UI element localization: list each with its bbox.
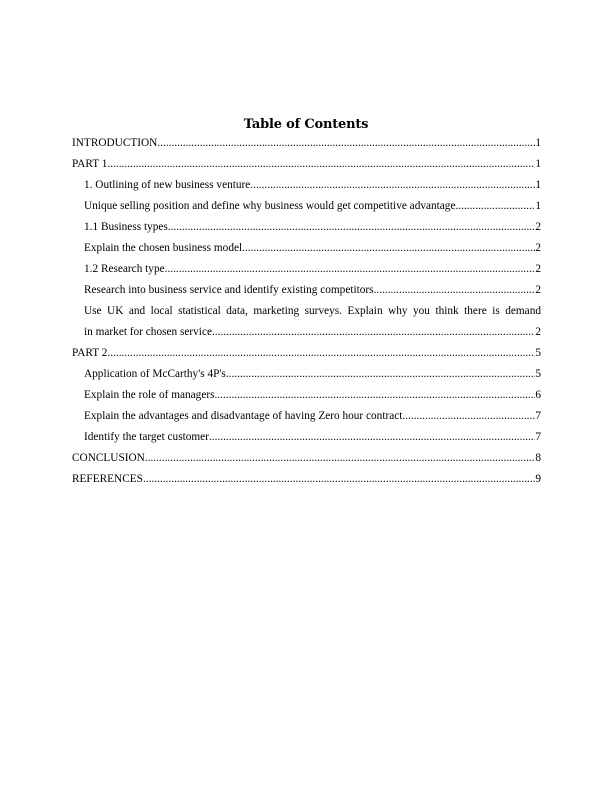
- dot-leader: [168, 217, 536, 238]
- toc-entry-text: Research into business service and identify existing competitors: [84, 284, 374, 296]
- dot-leader: [107, 154, 535, 175]
- toc-title: Table of Contents: [243, 117, 369, 132]
- toc-entry-references[interactable]: [72, 469, 541, 490]
- toc-page-number: 1: [535, 137, 541, 149]
- toc-entry-research-competitors[interactable]: [72, 280, 541, 301]
- toc-entry-text: Explain the advantages and disadvantage of having Zero hour contract: [84, 410, 403, 422]
- dot-leader: [209, 427, 535, 448]
- toc-entry-text-line1: Use UK and local statistical data, marketing surveys. Explain why you think there is demand: [84, 305, 541, 317]
- dot-leader: [143, 469, 535, 490]
- toc-entry-text: Identify the target customer: [84, 431, 209, 443]
- toc-page-number: 7: [535, 431, 541, 443]
- toc-page-number: 2: [535, 242, 541, 254]
- toc-entry-text: Unique selling position and define why business would get competitive advantage: [84, 200, 456, 212]
- dot-leader: [215, 385, 536, 406]
- toc-page-number: 2: [535, 221, 541, 233]
- toc-entry-text: Explain the chosen business model: [84, 242, 243, 254]
- dot-leader: [165, 259, 536, 280]
- dot-leader: [455, 196, 535, 217]
- dot-leader: [402, 406, 535, 427]
- toc-entry-text-line2: in market for chosen service: [84, 326, 212, 338]
- toc-entry-business-model[interactable]: [72, 238, 541, 259]
- toc-entry-text: 1.2 Research type: [84, 263, 165, 275]
- toc-entry-unique-selling-position[interactable]: [72, 196, 541, 217]
- toc-entry-text: CONCLUSION: [72, 452, 145, 464]
- table-of-contents: [72, 133, 541, 490]
- toc-page-number: 1: [535, 200, 541, 212]
- toc-entry-conclusion[interactable]: [72, 448, 541, 469]
- dot-leader: [374, 280, 536, 301]
- toc-page-number: 2: [535, 263, 541, 275]
- dot-leader: [226, 364, 536, 385]
- toc-entry-text: INTRODUCTION: [72, 137, 158, 149]
- toc-entry-zero-hour-contract[interactable]: [72, 406, 541, 427]
- dot-leader: [157, 133, 535, 154]
- toc-entry-role-of-managers[interactable]: [72, 385, 541, 406]
- dot-leader: [242, 238, 535, 259]
- toc-page-number: 5: [535, 347, 541, 359]
- toc-entry-introduction[interactable]: [72, 133, 541, 154]
- toc-page-number: 1: [535, 158, 541, 170]
- toc-page-number: 1: [535, 179, 541, 191]
- dot-leader: [145, 448, 536, 469]
- toc-page-number: 2: [535, 284, 541, 296]
- toc-page-number: 2: [535, 326, 541, 338]
- toc-entry-outlining-business-venture[interactable]: [72, 175, 541, 196]
- toc-page-number: 6: [535, 389, 541, 401]
- toc-entry-text: REFERENCES: [72, 473, 143, 485]
- toc-entry-research-type[interactable]: [72, 259, 541, 280]
- dot-leader: [107, 343, 535, 364]
- toc-page-number: 9: [535, 473, 541, 485]
- toc-entry-part-2[interactable]: [72, 343, 541, 364]
- dot-leader: [250, 175, 535, 196]
- toc-entry-business-types[interactable]: [72, 217, 541, 238]
- toc-entry-part-1[interactable]: [72, 154, 541, 175]
- toc-page-number: 5: [535, 368, 541, 380]
- toc-page-number: 7: [535, 410, 541, 422]
- toc-entry-target-customer[interactable]: [72, 427, 541, 448]
- toc-entry-text: 1. Outlining of new business venture: [84, 179, 251, 191]
- toc-entry-text: Application of McCarthy's 4P's: [84, 368, 226, 380]
- toc-entry-mccarthy-4ps[interactable]: [72, 364, 541, 385]
- toc-page-number: 8: [535, 452, 541, 464]
- toc-entry-text: 1.1 Business types: [84, 221, 168, 233]
- toc-entry-statistical-data[interactable]: [72, 301, 541, 343]
- toc-entry-text: PART 2: [72, 347, 108, 359]
- toc-entry-text: PART 1: [72, 158, 108, 170]
- dot-leader: [212, 322, 535, 343]
- toc-entry-text: Explain the role of managers: [84, 389, 215, 401]
